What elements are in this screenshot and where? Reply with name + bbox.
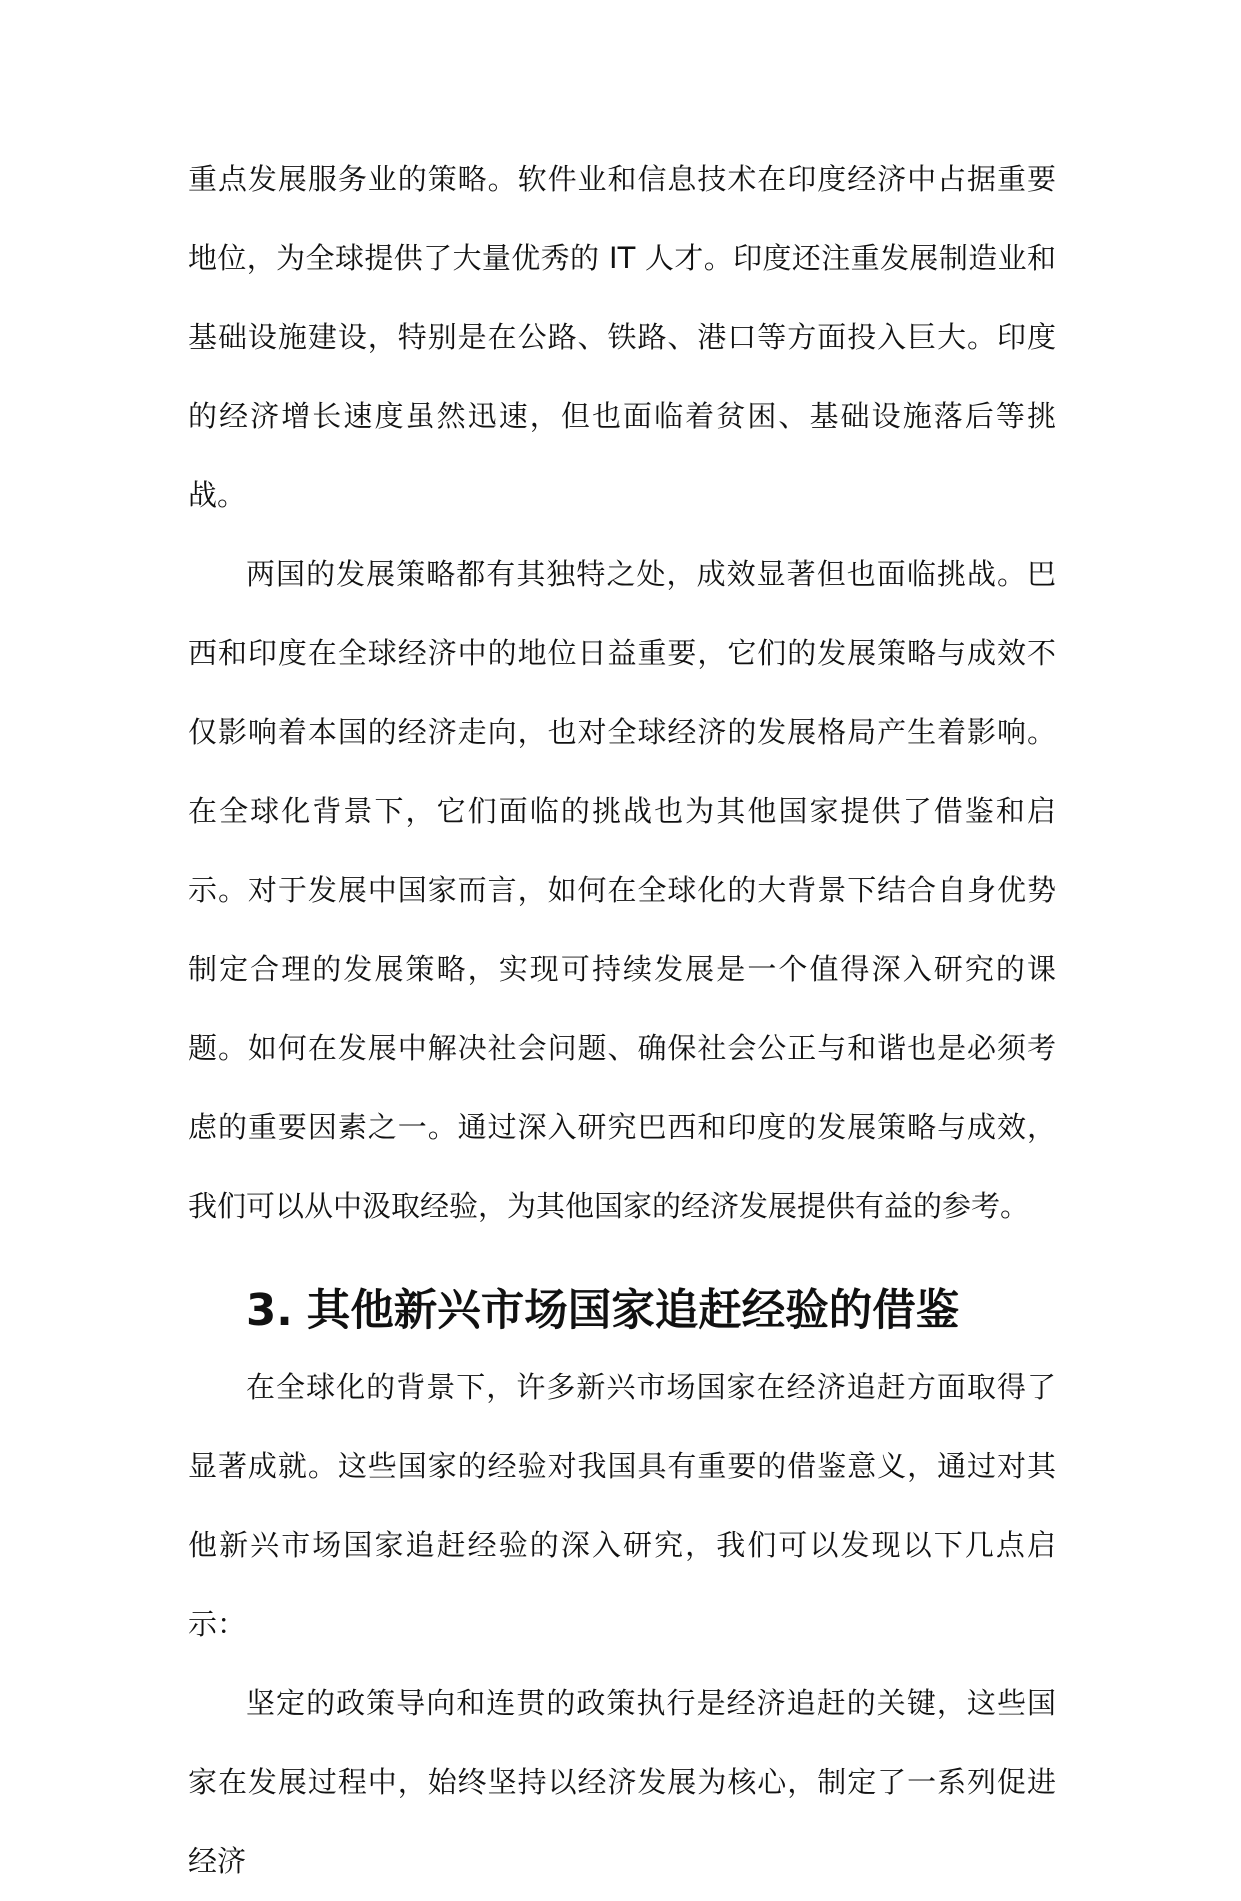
section-number: 3. bbox=[246, 1286, 293, 1336]
paragraph-india-strategy: 重点发展服务业的策略。软件业和信息技术在印度经济中占据重要地位，为全球提供了大量优秀的 IT 人才。印度还注重发展制造业和基础设施建设，特别是在公路、铁路、港口等方面投入巨大。印度的经济增长速度虽然迅速，但也面临着贫困、基础设施落后等挑战。 bbox=[188, 162, 1056, 512]
section-heading bbox=[188, 1246, 1056, 1348]
paragraph-policy-direction: 坚定的政策导向和连贯的政策执行是经济追赶的关键，这些国家在发展过程中，始终坚持以经济发展为核心，制定了一系列促进经济 bbox=[188, 1686, 1056, 1878]
paragraph-comparison-summary: 两国的发展策略都有其独特之处，成效显著但也面临挑战。巴西和印度在全球经济中的地位日益重要，它们的发展策略与成效不仅影响着本国的经济走向，也对全球经济的发展格局产生着影响。在全球化背景下，它们面临的挑战也为其他国家提供了借鉴和启示。对于发展中国家而言，如何在全球化的大背景下结合自身优势制定合理的发展策略，实现可持续发展是一个值得深入研究的课题。如何在发展中解决社会问题、确保社会公正与和谐也是必须考虑的重要因素之一。通过深入研究巴西和印度的发展策略与成效，我们可以从中汲取经验，为其他国家的经济发展提供有益的参考。 bbox=[188, 557, 1056, 1223]
page-body bbox=[188, 140, 1056, 1901]
section-title: 其他新兴市场国家追赶经验的借鉴 bbox=[306, 1286, 960, 1336]
paragraph-emerging-markets-intro: 在全球化的背景下，许多新兴市场国家在经济追赶方面取得了显著成就。这些国家的经验对我国具有重要的借鉴意义，通过对其他新兴市场国家追赶经验的深入研究，我们可以发现以下几点启示： bbox=[188, 1370, 1056, 1641]
